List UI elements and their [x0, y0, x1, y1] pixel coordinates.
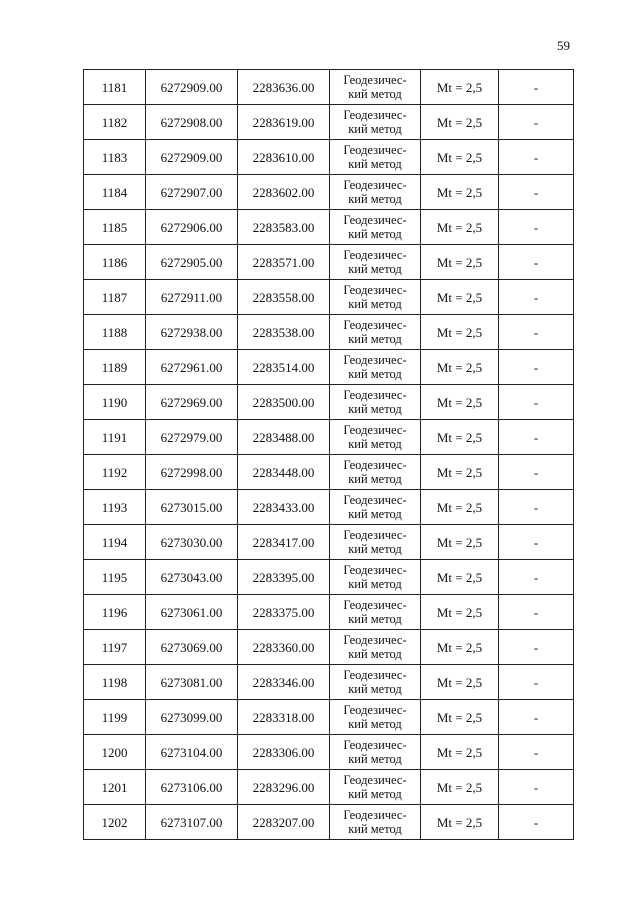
- table-row: [84, 105, 574, 140]
- method-line-1: Геодезичес-: [343, 563, 407, 577]
- x-coordinate-cell: 6273099.00: [146, 700, 238, 735]
- table-row: [84, 595, 574, 630]
- accuracy-cell: Mt = 2,5: [421, 315, 499, 350]
- point-number-cell: 1195: [84, 560, 146, 595]
- y-coordinate-cell: 2283448.00: [238, 455, 330, 490]
- note-cell: -: [499, 665, 574, 700]
- point-number-cell: 1201: [84, 770, 146, 805]
- note-cell: -: [499, 210, 574, 245]
- note-cell: -: [499, 805, 574, 840]
- method-line-2: кий метод: [348, 87, 402, 101]
- method-line-2: кий метод: [348, 612, 402, 626]
- point-number-cell: 1186: [84, 245, 146, 280]
- point-number-cell: 1184: [84, 175, 146, 210]
- method-line-1: Геодезичес-: [343, 703, 407, 717]
- y-coordinate-cell: 2283619.00: [238, 105, 330, 140]
- note-cell: -: [499, 140, 574, 175]
- method-line-2: кий метод: [348, 577, 402, 591]
- y-coordinate-cell: 2283306.00: [238, 735, 330, 770]
- y-coordinate-cell: 2283558.00: [238, 280, 330, 315]
- point-number-cell: 1193: [84, 490, 146, 525]
- x-coordinate-cell: 6272906.00: [146, 210, 238, 245]
- y-coordinate-cell: 2283610.00: [238, 140, 330, 175]
- table-row: [84, 665, 574, 700]
- method-cell: [330, 700, 421, 735]
- table-row: [84, 700, 574, 735]
- y-coordinate-cell: 2283514.00: [238, 350, 330, 385]
- point-number-cell: 1197: [84, 630, 146, 665]
- method-line-1: Геодезичес-: [343, 458, 407, 472]
- method-cell: [330, 420, 421, 455]
- note-cell: -: [499, 350, 574, 385]
- accuracy-cell: Mt = 2,5: [421, 350, 499, 385]
- x-coordinate-cell: 6272908.00: [146, 105, 238, 140]
- method-line-2: кий метод: [348, 752, 402, 766]
- table-row: [84, 420, 574, 455]
- table-row: [84, 385, 574, 420]
- method-cell: [330, 140, 421, 175]
- y-coordinate-cell: 2283538.00: [238, 315, 330, 350]
- point-number-cell: 1183: [84, 140, 146, 175]
- method-cell: [330, 490, 421, 525]
- method-text: [343, 703, 406, 731]
- method-cell: [330, 385, 421, 420]
- method-text: [343, 493, 406, 521]
- method-cell: [330, 805, 421, 840]
- point-number-cell: 1192: [84, 455, 146, 490]
- x-coordinate-cell: 6273106.00: [146, 770, 238, 805]
- point-number-cell: 1202: [84, 805, 146, 840]
- table-row: [84, 560, 574, 595]
- method-cell: [330, 630, 421, 665]
- y-coordinate-cell: 2283375.00: [238, 595, 330, 630]
- table-row: [84, 245, 574, 280]
- method-line-1: Геодезичес-: [343, 353, 407, 367]
- table-row: [84, 140, 574, 175]
- method-cell: [330, 175, 421, 210]
- table-row: [84, 455, 574, 490]
- note-cell: -: [499, 700, 574, 735]
- method-cell: [330, 735, 421, 770]
- x-coordinate-cell: 6272998.00: [146, 455, 238, 490]
- accuracy-cell: Mt = 2,5: [421, 665, 499, 700]
- x-coordinate-cell: 6272911.00: [146, 280, 238, 315]
- table-body: [84, 70, 574, 840]
- note-cell: -: [499, 525, 574, 560]
- point-number-cell: 1196: [84, 595, 146, 630]
- method-text: [343, 213, 406, 241]
- method-line-1: Геодезичес-: [343, 808, 407, 822]
- x-coordinate-cell: 6273107.00: [146, 805, 238, 840]
- accuracy-cell: Mt = 2,5: [421, 595, 499, 630]
- method-cell: [330, 315, 421, 350]
- method-cell: [330, 70, 421, 105]
- method-text: [343, 388, 406, 416]
- note-cell: -: [499, 280, 574, 315]
- note-cell: -: [499, 560, 574, 595]
- accuracy-cell: Mt = 2,5: [421, 805, 499, 840]
- accuracy-cell: Mt = 2,5: [421, 490, 499, 525]
- method-text: [343, 773, 406, 801]
- y-coordinate-cell: 2283433.00: [238, 490, 330, 525]
- x-coordinate-cell: 6273069.00: [146, 630, 238, 665]
- method-line-2: кий метод: [348, 122, 402, 136]
- x-coordinate-cell: 6273015.00: [146, 490, 238, 525]
- note-cell: -: [499, 245, 574, 280]
- method-text: [343, 458, 406, 486]
- accuracy-cell: Mt = 2,5: [421, 770, 499, 805]
- page-number: 59: [557, 38, 570, 53]
- note-cell: -: [499, 630, 574, 665]
- accuracy-cell: Mt = 2,5: [421, 175, 499, 210]
- method-line-2: кий метод: [348, 437, 402, 451]
- method-line-2: кий метод: [348, 787, 402, 801]
- method-line-2: кий метод: [348, 507, 402, 521]
- x-coordinate-cell: 6272905.00: [146, 245, 238, 280]
- method-text: [343, 318, 406, 346]
- method-text: [343, 248, 406, 276]
- method-cell: [330, 665, 421, 700]
- method-cell: [330, 350, 421, 385]
- y-coordinate-cell: 2283583.00: [238, 210, 330, 245]
- point-number-cell: 1185: [84, 210, 146, 245]
- table-row: [84, 630, 574, 665]
- method-text: [343, 143, 406, 171]
- point-number-cell: 1200: [84, 735, 146, 770]
- y-coordinate-cell: 2283602.00: [238, 175, 330, 210]
- method-line-2: кий метод: [348, 402, 402, 416]
- method-line-1: Геодезичес-: [343, 773, 407, 787]
- method-line-1: Геодезичес-: [343, 738, 407, 752]
- method-line-2: кий метод: [348, 157, 402, 171]
- x-coordinate-cell: 6272969.00: [146, 385, 238, 420]
- method-text: [343, 633, 406, 661]
- table-row: [84, 735, 574, 770]
- point-number-cell: 1188: [84, 315, 146, 350]
- method-line-1: Геодезичес-: [343, 493, 407, 507]
- table-row: [84, 805, 574, 840]
- method-text: [343, 598, 406, 626]
- accuracy-cell: Mt = 2,5: [421, 525, 499, 560]
- x-coordinate-cell: 6273061.00: [146, 595, 238, 630]
- accuracy-cell: Mt = 2,5: [421, 280, 499, 315]
- note-cell: -: [499, 770, 574, 805]
- method-text: [343, 563, 406, 591]
- method-cell: [330, 210, 421, 245]
- method-line-1: Геодезичес-: [343, 318, 407, 332]
- method-cell: [330, 525, 421, 560]
- point-number-cell: 1191: [84, 420, 146, 455]
- y-coordinate-cell: 2283417.00: [238, 525, 330, 560]
- note-cell: -: [499, 490, 574, 525]
- note-cell: -: [499, 735, 574, 770]
- method-line-2: кий метод: [348, 682, 402, 696]
- accuracy-cell: Mt = 2,5: [421, 700, 499, 735]
- table-row: [84, 350, 574, 385]
- note-cell: -: [499, 315, 574, 350]
- x-coordinate-cell: 6272979.00: [146, 420, 238, 455]
- method-line-1: Геодезичес-: [343, 598, 407, 612]
- table-row: [84, 770, 574, 805]
- point-number-cell: 1190: [84, 385, 146, 420]
- method-line-1: Геодезичес-: [343, 248, 407, 262]
- note-cell: -: [499, 175, 574, 210]
- y-coordinate-cell: 2283296.00: [238, 770, 330, 805]
- y-coordinate-cell: 2283395.00: [238, 560, 330, 595]
- y-coordinate-cell: 2283346.00: [238, 665, 330, 700]
- note-cell: -: [499, 105, 574, 140]
- method-line-2: кий метод: [348, 472, 402, 486]
- method-line-1: Геодезичес-: [343, 633, 407, 647]
- y-coordinate-cell: 2283500.00: [238, 385, 330, 420]
- x-coordinate-cell: 6272909.00: [146, 70, 238, 105]
- method-line-1: Геодезичес-: [343, 178, 407, 192]
- method-cell: [330, 560, 421, 595]
- accuracy-cell: Mt = 2,5: [421, 630, 499, 665]
- method-line-1: Геодезичес-: [343, 108, 407, 122]
- y-coordinate-cell: 2283571.00: [238, 245, 330, 280]
- method-line-2: кий метод: [348, 192, 402, 206]
- method-line-2: кий метод: [348, 717, 402, 731]
- point-number-cell: 1187: [84, 280, 146, 315]
- table-row: [84, 525, 574, 560]
- x-coordinate-cell: 6272938.00: [146, 315, 238, 350]
- method-line-2: кий метод: [348, 227, 402, 241]
- note-cell: -: [499, 455, 574, 490]
- x-coordinate-cell: 6272909.00: [146, 140, 238, 175]
- y-coordinate-cell: 2283636.00: [238, 70, 330, 105]
- method-line-2: кий метод: [348, 647, 402, 661]
- method-line-1: Геодезичес-: [343, 143, 407, 157]
- method-text: [343, 108, 406, 136]
- table-row: [84, 175, 574, 210]
- point-number-cell: 1181: [84, 70, 146, 105]
- x-coordinate-cell: 6273081.00: [146, 665, 238, 700]
- x-coordinate-cell: 6273030.00: [146, 525, 238, 560]
- accuracy-cell: Mt = 2,5: [421, 560, 499, 595]
- method-text: [343, 283, 406, 311]
- method-cell: [330, 455, 421, 490]
- accuracy-cell: Mt = 2,5: [421, 385, 499, 420]
- method-text: [343, 668, 406, 696]
- method-line-1: Геодезичес-: [343, 213, 407, 227]
- y-coordinate-cell: 2283318.00: [238, 700, 330, 735]
- x-coordinate-cell: 6272907.00: [146, 175, 238, 210]
- method-text: [343, 73, 406, 101]
- table-row: [84, 490, 574, 525]
- accuracy-cell: Mt = 2,5: [421, 455, 499, 490]
- method-line-2: кий метод: [348, 297, 402, 311]
- method-line-1: Геодезичес-: [343, 73, 407, 87]
- point-number-cell: 1194: [84, 525, 146, 560]
- accuracy-cell: Mt = 2,5: [421, 105, 499, 140]
- method-cell: [330, 105, 421, 140]
- y-coordinate-cell: 2283207.00: [238, 805, 330, 840]
- note-cell: -: [499, 420, 574, 455]
- method-line-2: кий метод: [348, 332, 402, 346]
- accuracy-cell: Mt = 2,5: [421, 210, 499, 245]
- point-number-cell: 1198: [84, 665, 146, 700]
- accuracy-cell: Mt = 2,5: [421, 70, 499, 105]
- method-line-1: Геодезичес-: [343, 423, 407, 437]
- y-coordinate-cell: 2283488.00: [238, 420, 330, 455]
- method-cell: [330, 280, 421, 315]
- table-row: [84, 315, 574, 350]
- x-coordinate-cell: 6273104.00: [146, 735, 238, 770]
- method-cell: [330, 245, 421, 280]
- method-text: [343, 808, 406, 836]
- x-coordinate-cell: 6272961.00: [146, 350, 238, 385]
- method-text: [343, 528, 406, 556]
- method-cell: [330, 595, 421, 630]
- method-text: [343, 178, 406, 206]
- method-line-1: Геодезичес-: [343, 528, 407, 542]
- note-cell: -: [499, 595, 574, 630]
- accuracy-cell: Mt = 2,5: [421, 735, 499, 770]
- table-row: [84, 280, 574, 315]
- accuracy-cell: Mt = 2,5: [421, 420, 499, 455]
- accuracy-cell: Mt = 2,5: [421, 245, 499, 280]
- y-coordinate-cell: 2283360.00: [238, 630, 330, 665]
- method-text: [343, 423, 406, 451]
- table-row: [84, 210, 574, 245]
- method-text: [343, 738, 406, 766]
- table-row: [84, 70, 574, 105]
- point-number-cell: 1199: [84, 700, 146, 735]
- note-cell: -: [499, 385, 574, 420]
- method-line-2: кий метод: [348, 262, 402, 276]
- point-number-cell: 1182: [84, 105, 146, 140]
- coordinates-table: [83, 69, 574, 840]
- note-cell: -: [499, 70, 574, 105]
- method-line-1: Геодезичес-: [343, 668, 407, 682]
- method-line-2: кий метод: [348, 822, 402, 836]
- method-line-2: кий метод: [348, 542, 402, 556]
- accuracy-cell: Mt = 2,5: [421, 140, 499, 175]
- method-line-1: Геодезичес-: [343, 283, 407, 297]
- x-coordinate-cell: 6273043.00: [146, 560, 238, 595]
- method-line-2: кий метод: [348, 367, 402, 381]
- method-line-1: Геодезичес-: [343, 388, 407, 402]
- point-number-cell: 1189: [84, 350, 146, 385]
- method-cell: [330, 770, 421, 805]
- method-text: [343, 353, 406, 381]
